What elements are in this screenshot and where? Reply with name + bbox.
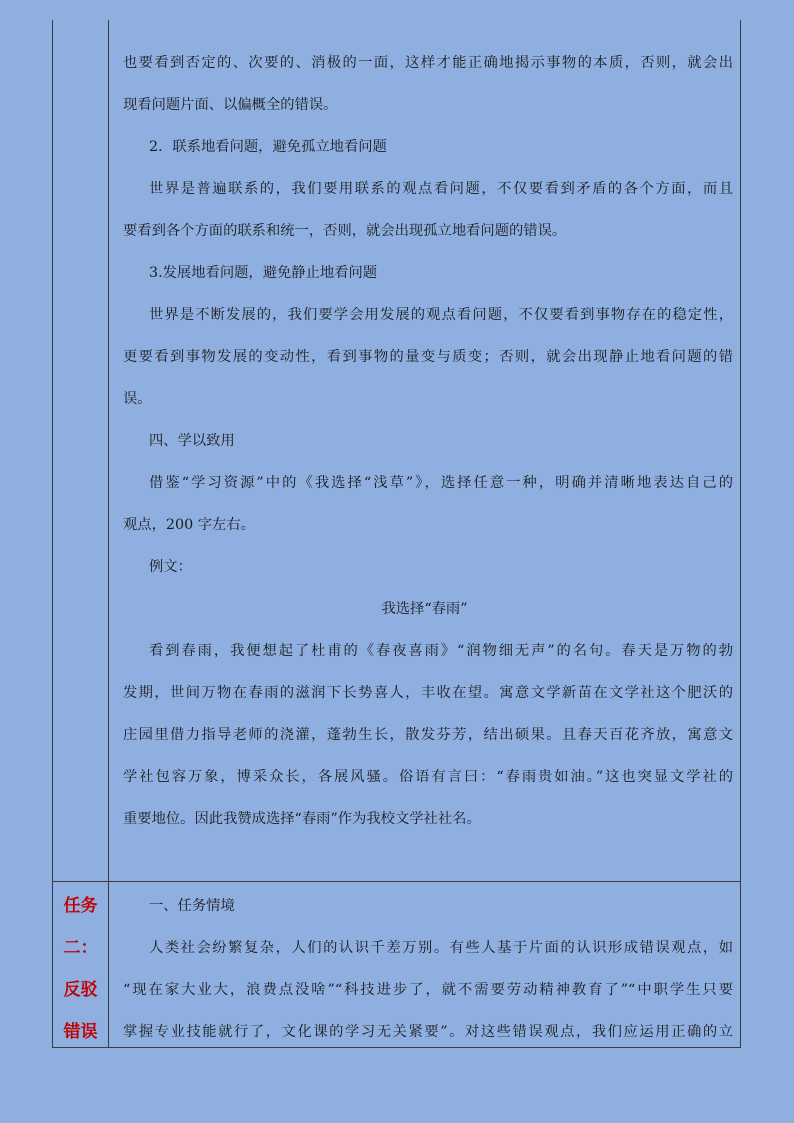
paragraph-line: 更要看到事物发展的变动性，看到事物的量变与质变；否则，就会出现静止地看问题的错 (123, 349, 733, 365)
row-label-cell-task-2 (53, 882, 109, 1047)
paragraph-line: 借鉴“学习资源”中的《我选择“浅草”》，选择任意一种，明确并清晰地表达自己的 (149, 475, 733, 491)
task-label-line: 错误 (63, 1022, 98, 1042)
paragraph-line: 人类社会纷繁复杂，人们的认识千差万别。有些人基于片面的认识形成错误观点，如 (149, 940, 733, 956)
task-label-line: 反驳 (63, 980, 98, 1000)
lesson-table (52, 20, 741, 1048)
paragraph-line: 看到春雨，我便想起了杜甫的《春夜喜雨》“润物细无声”的名句。春天是万物的勃 (149, 643, 733, 659)
subheading: 3.发展地看问题，避免静止地看问题 (149, 265, 378, 281)
paragraph-line: “现在家大业大，浪费点没啥”“科技进步了，就不需要劳动精神教育了”“中职学生只要 (123, 982, 733, 998)
paragraph-line: 观点，200 字左右。 (123, 517, 255, 533)
paragraph-line: 要看到各个方面的联系和统一，否则，就会出现孤立地看问题的错误。 (123, 223, 567, 239)
row-label-cell-empty (53, 20, 109, 881)
paragraph-line: 现看问题片面、以偏概全的错误。 (123, 97, 338, 113)
content-cell-section-2 (109, 882, 740, 1047)
example-label: 例文： (149, 559, 192, 575)
paragraph-line: 庄园里借力指导老师的浇灌，蓬勃生长，散发芬芳，结出硕果。且春天百花齐放，寓意文 (123, 727, 733, 743)
paragraph-line: 重要地位。因此我赞成选择“春雨”作为我校文学社社名。 (123, 811, 481, 827)
paragraph-line: 发期，世间万物在春雨的滋润下长势喜人，丰收在望。寓意文学新苗在文学社这个肥沃的 (123, 685, 733, 701)
paragraph-line: 世界是不断发展的，我们要学会用发展的观点看问题，不仅要看到事物存在的稳定性， (149, 307, 733, 323)
subheading: 2．联系地看问题，避免孤立地看问题 (149, 139, 387, 155)
table-row-section-2 (53, 882, 740, 1047)
paragraph-line: 学社包容万象，博采众长，各展风骚。俗语有言曰：“春雨贵如油。”这也突显文学社的 (123, 769, 733, 785)
paragraph-line: 误。 (123, 391, 152, 407)
paragraph-line: 也要看到否定的、次要的、消极的一面，这样才能正确地揭示事物的本质，否则，就会出 (123, 55, 733, 71)
section-heading: 四、学以致用 (149, 433, 235, 449)
task-label-line: 任务 (63, 896, 98, 916)
example-title: 我选择“春雨” (381, 601, 468, 617)
section-heading: 一、任务情境 (149, 898, 235, 914)
paragraph-line: 世界是普遍联系的，我们要用联系的观点看问题，不仅要看到矛盾的各个方面，而且 (149, 181, 733, 197)
table-row-section-1 (53, 20, 740, 882)
paragraph-line: 掌握专业技能就行了，文化课的学习无关紧要”。对这些错误观点，我们应运用正确的立 (123, 1024, 733, 1040)
task-label-line: 二： (63, 938, 98, 958)
content-cell-section-1 (109, 20, 740, 881)
